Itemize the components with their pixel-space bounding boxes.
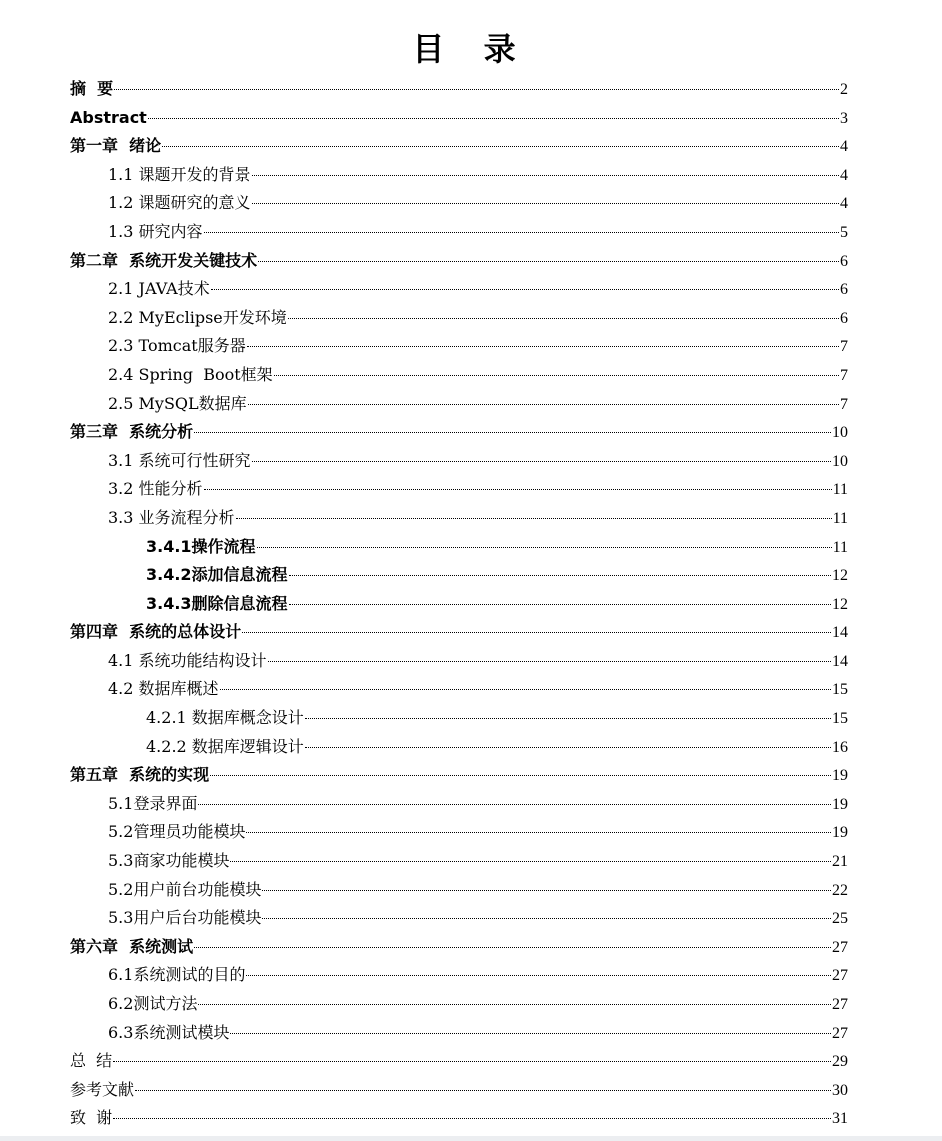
- dot-leader: [113, 1118, 831, 1119]
- dot-leader: [211, 289, 839, 290]
- dot-leader: [289, 604, 831, 605]
- toc-entry-page: 27: [832, 1024, 848, 1042]
- toc-entry-label: 5.3用户后台功能模块: [108, 908, 262, 928]
- toc-entry-label: 摘 要: [70, 79, 114, 98]
- toc-entry-page: 4: [840, 166, 848, 184]
- dot-leader: [248, 404, 839, 405]
- toc-entry[interactable]: [70, 933, 848, 962]
- toc-entry[interactable]: [70, 275, 848, 304]
- toc-entry-page: 7: [840, 395, 848, 413]
- toc-entry[interactable]: [70, 332, 848, 361]
- toc-entry-label: 第一章 绪论: [70, 136, 162, 156]
- toc-entry-page: 16: [832, 738, 848, 756]
- dot-leader: [210, 775, 831, 776]
- dot-leader: [194, 947, 831, 948]
- toc-entry-label: 5.2用户前台功能模块: [108, 879, 262, 899]
- toc-entry-label: 3.4.2添加信息流程: [146, 565, 288, 585]
- dot-leader: [135, 1090, 831, 1091]
- toc-entry-label: 第六章 系统测试: [70, 936, 194, 956]
- toc-entry-label: 1.2 课题研究的意义: [108, 193, 251, 213]
- toc-entry-page: 14: [832, 624, 848, 642]
- toc-entry[interactable]: [70, 533, 848, 562]
- table-of-contents: [70, 75, 848, 1133]
- dot-leader: [258, 261, 839, 262]
- toc-entry[interactable]: [70, 1047, 848, 1076]
- dot-leader: [114, 89, 839, 90]
- dot-leader: [242, 632, 831, 633]
- toc-entry-page: 27: [832, 967, 848, 985]
- toc-entry-label: 4.2 数据库概述: [108, 679, 219, 699]
- dot-leader: [113, 1061, 831, 1062]
- toc-entry-label: 6.2测试方法: [108, 994, 198, 1013]
- toc-entry[interactable]: [70, 132, 848, 161]
- toc-entry-page: 15: [832, 710, 848, 728]
- toc-entry-label: 3.3 业务流程分析: [108, 507, 235, 527]
- toc-entry-label: 6.1系统测试的目的: [108, 965, 246, 985]
- toc-entry-label: 4.2.2 数据库逻辑设计: [146, 736, 304, 756]
- dot-leader: [236, 518, 832, 519]
- toc-entry-label: 3.1 系统可行性研究: [108, 450, 251, 470]
- dot-leader: [148, 118, 839, 119]
- toc-entry-page: 25: [832, 910, 848, 928]
- toc-entry-label: 2.1 JAVA技术: [108, 279, 210, 299]
- toc-title: 目 录: [412, 30, 530, 68]
- dot-leader: [252, 175, 839, 176]
- dot-leader: [230, 861, 831, 862]
- toc-entry[interactable]: [70, 390, 848, 419]
- toc-entry-label: 第三章 系统分析: [70, 422, 194, 442]
- toc-entry-page: 7: [840, 338, 848, 356]
- toc-entry-page: 19: [832, 795, 848, 813]
- toc-entry-label: 第二章 系统开发关键技术: [70, 250, 258, 270]
- toc-entry-page: 31: [832, 1110, 848, 1128]
- toc-entry-label: 2.3 Tomcat服务器: [108, 336, 246, 356]
- toc-entry-page: 11: [832, 538, 848, 556]
- dot-leader: [246, 975, 831, 976]
- toc-entry[interactable]: [70, 1019, 848, 1048]
- toc-entry[interactable]: [70, 818, 848, 847]
- toc-entry[interactable]: [70, 561, 848, 590]
- toc-entry-label: 1.1 课题开发的背景: [108, 164, 251, 184]
- toc-entry-label: 5.1登录界面: [108, 793, 198, 813]
- toc-entry-label: 第五章 系统的实现: [70, 765, 210, 785]
- dot-leader: [274, 375, 839, 376]
- dot-leader: [246, 832, 831, 833]
- toc-entry-page: 12: [832, 595, 848, 613]
- toc-entry-page: 4: [840, 138, 848, 156]
- toc-entry-page: 10: [832, 452, 848, 470]
- dot-leader: [220, 689, 831, 690]
- toc-entry-page: 27: [832, 996, 848, 1013]
- dot-leader: [204, 232, 839, 233]
- toc-entry[interactable]: [70, 847, 848, 876]
- toc-entry-page: 6: [840, 309, 848, 327]
- toc-entry-page: 30: [832, 1081, 848, 1099]
- toc-entry[interactable]: [70, 161, 848, 190]
- toc-entry-label: 4.1 系统功能结构设计: [108, 650, 267, 670]
- toc-entry-page: 11: [832, 509, 848, 527]
- toc-entry[interactable]: [70, 876, 848, 905]
- scrollbar-track: [0, 1136, 942, 1141]
- toc-entry-label: 2.2 MyEclipse开发环境: [108, 307, 287, 327]
- toc-entry-label: 2.5 MySQL数据库: [108, 393, 247, 413]
- toc-entry-page: 22: [832, 881, 848, 899]
- toc-entry-label: 3.4.1操作流程: [146, 536, 256, 556]
- toc-entry[interactable]: [70, 647, 848, 676]
- toc-entry-page: 12: [832, 567, 848, 585]
- toc-entry[interactable]: [70, 475, 848, 504]
- toc-entry[interactable]: [70, 189, 848, 218]
- dot-leader: [194, 432, 831, 433]
- toc-entry[interactable]: [70, 704, 848, 733]
- toc-entry-label: 5.3商家功能模块: [108, 851, 230, 871]
- dot-leader: [198, 1004, 831, 1005]
- toc-entry-label: 6.3系统测试模块: [108, 1022, 230, 1042]
- toc-entry-page: 6: [840, 281, 848, 299]
- toc-entry-page: 27: [832, 938, 848, 956]
- dot-leader: [262, 918, 831, 919]
- toc-entry[interactable]: [70, 1104, 848, 1133]
- toc-entry-page: 29: [832, 1053, 848, 1071]
- toc-entry-label: 2.4 Spring Boot框架: [108, 364, 273, 384]
- dot-leader: [257, 547, 832, 548]
- toc-entry[interactable]: [70, 75, 848, 104]
- dot-leader: [289, 575, 831, 576]
- toc-entry[interactable]: [70, 504, 848, 533]
- toc-entry[interactable]: [70, 1076, 848, 1105]
- toc-entry-page: 19: [832, 824, 848, 842]
- toc-entry-page: 5: [840, 223, 848, 241]
- dot-leader: [268, 661, 831, 662]
- toc-entry-label: 参考文献: [70, 1079, 135, 1099]
- dot-leader: [305, 718, 831, 719]
- dot-leader: [288, 318, 839, 319]
- dot-leader: [252, 461, 831, 462]
- toc-entry[interactable]: [70, 904, 848, 933]
- toc-entry-page: 7: [840, 366, 848, 384]
- toc-entry[interactable]: [70, 761, 848, 790]
- toc-entry-page: 15: [832, 681, 848, 699]
- toc-entry[interactable]: [70, 990, 848, 1019]
- dot-leader: [262, 890, 831, 891]
- toc-entry-label: 第四章 系统的总体设计: [70, 622, 242, 642]
- toc-entry[interactable]: [70, 961, 848, 990]
- toc-entry[interactable]: [70, 447, 848, 476]
- toc-entry[interactable]: [70, 361, 848, 390]
- toc-entry-page: 14: [832, 652, 848, 670]
- toc-entry[interactable]: [70, 733, 848, 762]
- toc-entry[interactable]: [70, 790, 848, 819]
- toc-entry-label: 4.2.1 数据库概念设计: [146, 708, 304, 728]
- toc-entry-label: 总 结: [70, 1051, 113, 1071]
- toc-entry-page: 10: [832, 424, 848, 442]
- toc-entry[interactable]: [70, 618, 848, 647]
- toc-entry-page: 19: [832, 767, 848, 785]
- toc-entry-label: 3.4.3删除信息流程: [146, 593, 288, 613]
- toc-entry[interactable]: [70, 247, 848, 276]
- toc-entry-page: 4: [840, 195, 848, 213]
- toc-entry-label: 致 谢: [70, 1108, 113, 1128]
- dot-leader: [305, 747, 831, 748]
- toc-entry-label: 3.2 性能分析: [108, 479, 203, 499]
- dot-leader: [162, 146, 839, 147]
- toc-entry[interactable]: [70, 590, 848, 619]
- dot-leader: [247, 346, 839, 347]
- toc-entry[interactable]: [70, 104, 848, 133]
- toc-entry-page: 11: [832, 481, 848, 499]
- toc-entry[interactable]: [70, 675, 848, 704]
- toc-entry-label: Abstract: [70, 107, 147, 127]
- toc-entry[interactable]: [70, 304, 848, 333]
- toc-entry-page: 6: [840, 252, 848, 270]
- toc-entry-page: 3: [840, 109, 848, 127]
- toc-entry-label: 1.3 研究内容: [108, 221, 203, 241]
- dot-leader: [252, 203, 839, 204]
- toc-entry[interactable]: [70, 418, 848, 447]
- dot-leader: [230, 1033, 831, 1034]
- toc-entry-page: 2: [840, 81, 848, 98]
- toc-entry-page: 21: [832, 853, 848, 871]
- dot-leader: [198, 804, 831, 805]
- toc-entry[interactable]: [70, 218, 848, 247]
- dot-leader: [204, 489, 832, 490]
- toc-entry-label: 5.2管理员功能模块: [108, 822, 246, 842]
